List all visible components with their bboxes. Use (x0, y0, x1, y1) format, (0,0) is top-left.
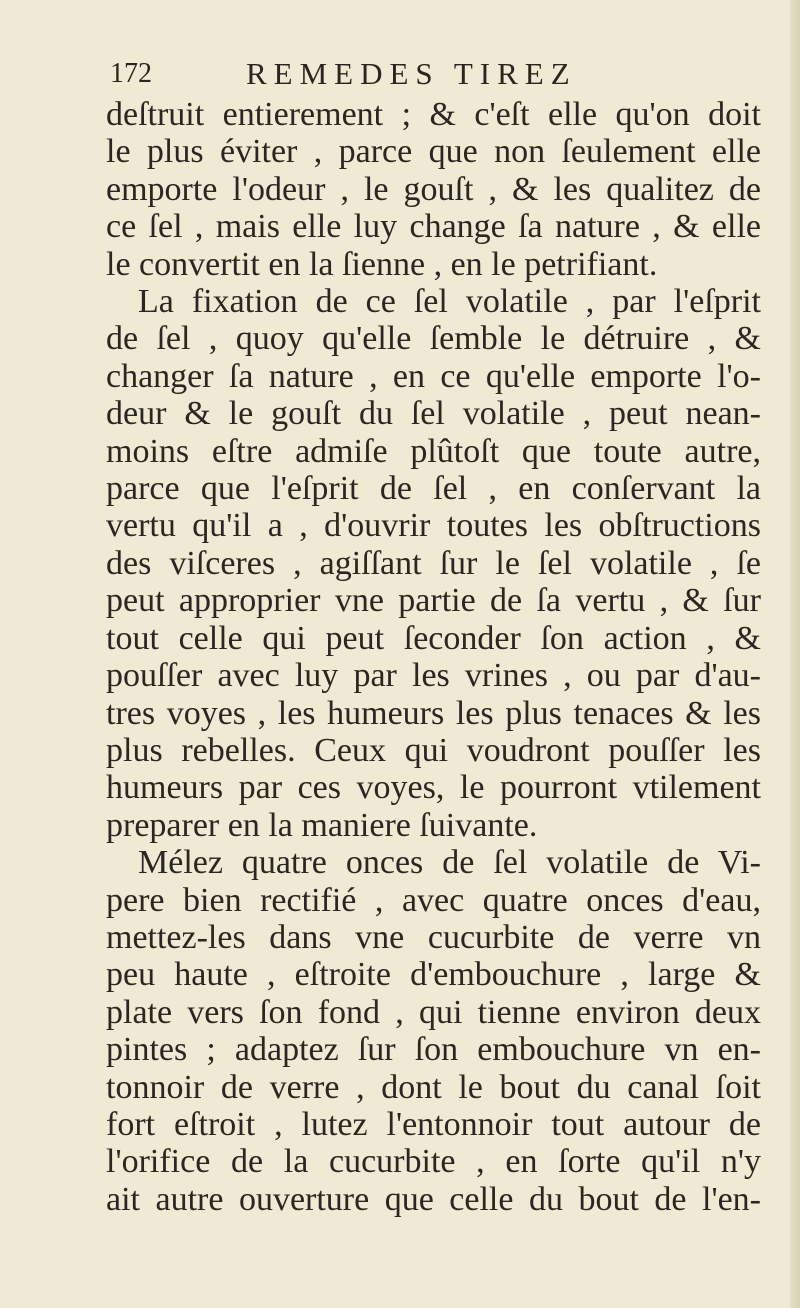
text-line: fort eſtroit , lutez l'entonnoir tout autour de (106, 1105, 761, 1143)
text-line: deur & le gouſt du ſel volatile , peut nean- (106, 395, 761, 433)
text-line: peu haute , eſtroite d'embouchure , large & (106, 956, 761, 994)
text-line: l'orifice de la cucurbite , en ſorte qu'il n'y (106, 1143, 761, 1181)
text-line: de ſel , quoy qu'elle ſemble le détruire , & (106, 320, 761, 358)
text-line: deſtruit entierement ; & c'eſt elle qu'on doit (106, 96, 761, 133)
text-line: changer ſa nature , en ce qu'elle emporte l'o- (106, 357, 761, 395)
text-line: des viſceres , agiſſant ſur le ſel volatile , ſe (106, 544, 761, 582)
text-line: tres voyes , les humeurs les plus tenaces & les (106, 694, 761, 732)
text-line: peut approprier vne partie de ſa vertu , & ſur (106, 582, 761, 620)
text-line: pouſſer avec luy par les vrines , ou par d'au- (106, 657, 761, 695)
text-line: humeurs par ces voyes, le pourront vtilement (106, 769, 761, 807)
text-line: le convertit en la ſienne , en le petrifiant. (106, 245, 658, 283)
text-line: pintes ; adaptez ſur ſon embouchure vn en- (106, 1031, 761, 1069)
paragraph-first-line: La fixation de ce ſel volatile , par l'eſprit (138, 283, 761, 321)
text-line: mettez-les dans vne cucurbite de verre vn (106, 918, 761, 956)
text-line: plate vers ſon fond , qui tienne environ deux (106, 993, 761, 1031)
body-text (106, 96, 761, 1218)
running-title: REMEDES TIREZ (246, 56, 577, 91)
text-line: tonnoir de verre , dont le bout du canal ſoit (106, 1068, 761, 1106)
text-line: ce ſel , mais elle luy change ſa nature , & elle (106, 208, 761, 246)
text-line: parce que l'eſprit de ſel , en conſervant la (106, 470, 761, 508)
page-edge (790, 0, 800, 1308)
text-line: pere bien rectifié , avec quatre onces d'eau, (106, 881, 761, 919)
text-line: plus rebelles. Ceux qui voudront pouſſer les (106, 731, 761, 769)
page-number: 172 (110, 58, 152, 89)
text-line: preparer en la maniere ſuivante. (106, 806, 538, 844)
paragraph-first-line: Mélez quatre onces de ſel volatile de Vi- (138, 844, 761, 882)
text-line: emporte l'odeur , le gouſt , & les qualitez de (106, 170, 761, 208)
text-line: vertu qu'il a , d'ouvrir toutes les obſtructions (106, 507, 761, 545)
page-header (110, 52, 750, 98)
text-line: le plus éviter , parce que non ſeulement elle (106, 133, 761, 171)
text-line: tout celle qui peut ſeconder ſon action , & (106, 619, 761, 657)
text-line: ait autre ouverture que celle du bout de l'en- (106, 1180, 761, 1218)
text-line: moins eſtre admiſe plûtoſt que toute autre, (106, 432, 761, 470)
